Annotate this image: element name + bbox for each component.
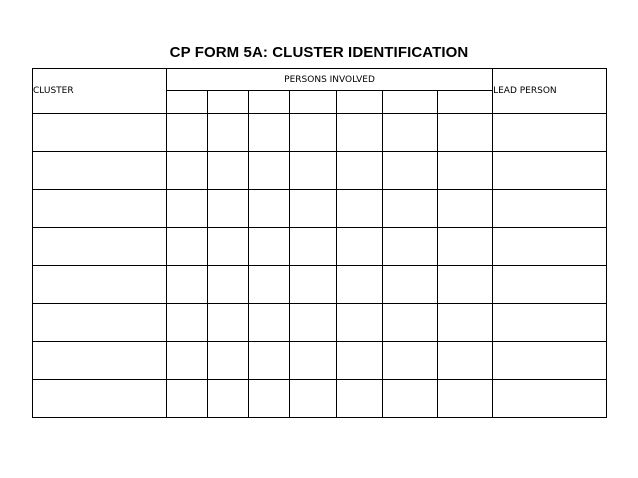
person-cell[interactable] — [167, 304, 208, 342]
person-cell[interactable] — [290, 228, 337, 266]
person-cell[interactable] — [438, 114, 493, 152]
table-row — [33, 228, 607, 266]
lead-person-cell[interactable] — [493, 228, 607, 266]
cluster-header: CLUSTER — [33, 69, 167, 114]
cluster-cell[interactable] — [33, 114, 167, 152]
person-cell[interactable] — [167, 342, 208, 380]
lead-person-cell[interactable] — [493, 342, 607, 380]
person-cell[interactable] — [438, 190, 493, 228]
person-cell[interactable] — [208, 228, 249, 266]
person-cell[interactable] — [208, 380, 249, 418]
lead-person-cell[interactable] — [493, 266, 607, 304]
person-cell[interactable] — [167, 152, 208, 190]
cluster-cell[interactable] — [33, 190, 167, 228]
persons-subheader-cell — [208, 91, 249, 114]
person-cell[interactable] — [337, 266, 383, 304]
person-cell[interactable] — [167, 266, 208, 304]
cluster-cell[interactable] — [33, 152, 167, 190]
person-cell[interactable] — [383, 152, 438, 190]
person-cell[interactable] — [438, 304, 493, 342]
table-row — [33, 342, 607, 380]
page-title: CP FORM 5A: CLUSTER IDENTIFICATION — [169, 44, 469, 61]
person-cell[interactable] — [383, 380, 438, 418]
table-row — [33, 304, 607, 342]
cluster-table — [32, 68, 607, 418]
person-cell[interactable] — [383, 190, 438, 228]
person-cell[interactable] — [438, 228, 493, 266]
person-cell[interactable] — [167, 380, 208, 418]
person-cell[interactable] — [290, 266, 337, 304]
person-cell[interactable] — [208, 114, 249, 152]
person-cell[interactable] — [383, 114, 438, 152]
person-cell[interactable] — [249, 304, 290, 342]
person-cell[interactable] — [337, 114, 383, 152]
person-cell[interactable] — [337, 380, 383, 418]
lead-person-cell[interactable] — [493, 152, 607, 190]
person-cell[interactable] — [337, 190, 383, 228]
person-cell[interactable] — [167, 190, 208, 228]
person-cell[interactable] — [290, 114, 337, 152]
table-row — [33, 114, 607, 152]
table-row — [33, 190, 607, 228]
lead-person-cell[interactable] — [493, 190, 607, 228]
table-body — [33, 114, 607, 418]
person-cell[interactable] — [438, 266, 493, 304]
cluster-cell[interactable] — [33, 342, 167, 380]
lead-person-cell[interactable] — [493, 304, 607, 342]
person-cell[interactable] — [290, 380, 337, 418]
table-row — [33, 152, 607, 190]
cluster-cell[interactable] — [33, 266, 167, 304]
person-cell[interactable] — [249, 380, 290, 418]
person-cell[interactable] — [337, 228, 383, 266]
person-cell[interactable] — [383, 228, 438, 266]
person-cell[interactable] — [383, 342, 438, 380]
person-cell[interactable] — [208, 266, 249, 304]
persons-subheader-cell — [290, 91, 337, 114]
person-cell[interactable] — [290, 152, 337, 190]
person-cell[interactable] — [290, 342, 337, 380]
person-cell[interactable] — [167, 228, 208, 266]
cluster-cell[interactable] — [33, 228, 167, 266]
person-cell[interactable] — [249, 152, 290, 190]
persons-subheader-cell — [438, 91, 493, 114]
person-cell[interactable] — [249, 190, 290, 228]
lead-person-cell[interactable] — [493, 380, 607, 418]
person-cell[interactable] — [249, 228, 290, 266]
person-cell[interactable] — [337, 342, 383, 380]
cluster-cell[interactable] — [33, 380, 167, 418]
persons-subheader-cell — [337, 91, 383, 114]
table-row — [33, 266, 607, 304]
person-cell[interactable] — [337, 304, 383, 342]
table-row — [33, 380, 607, 418]
person-cell[interactable] — [249, 342, 290, 380]
person-cell[interactable] — [208, 152, 249, 190]
person-cell[interactable] — [383, 304, 438, 342]
person-cell[interactable] — [438, 342, 493, 380]
lead-person-header: LEAD PERSON — [493, 69, 607, 114]
person-cell[interactable] — [249, 266, 290, 304]
person-cell[interactable] — [208, 304, 249, 342]
person-cell[interactable] — [438, 380, 493, 418]
persons-subheader-cell — [167, 91, 208, 114]
person-cell[interactable] — [208, 190, 249, 228]
person-cell[interactable] — [290, 304, 337, 342]
person-cell[interactable] — [167, 114, 208, 152]
person-cell[interactable] — [337, 152, 383, 190]
persons-involved-header: PERSONS INVOLVED — [167, 69, 493, 91]
persons-subheader-cell — [249, 91, 290, 114]
person-cell[interactable] — [290, 190, 337, 228]
persons-subheader-cell — [383, 91, 438, 114]
person-cell[interactable] — [383, 266, 438, 304]
person-cell[interactable] — [249, 114, 290, 152]
person-cell[interactable] — [438, 152, 493, 190]
person-cell[interactable] — [208, 342, 249, 380]
cluster-cell[interactable] — [33, 304, 167, 342]
lead-person-cell[interactable] — [493, 114, 607, 152]
